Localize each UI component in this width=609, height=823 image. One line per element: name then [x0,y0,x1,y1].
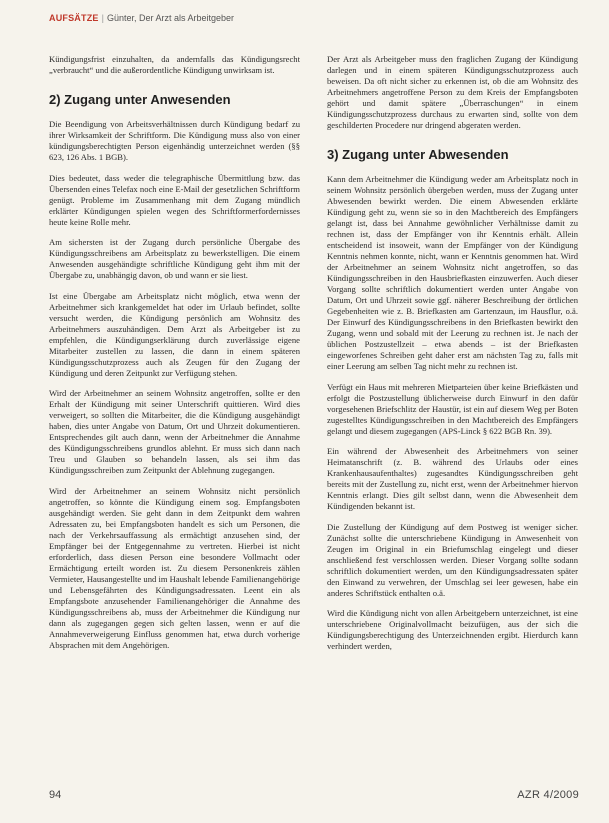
page-number: 94 [49,789,62,801]
paragraph: Dies bedeutet, dass weder die telegraphische Übermittlung bzw. das Übersenden eines Telefax noch eine E-Mail der gesetzlichen Schriftform genügt. Probleme im Zusammenhang mit dem Zugang mündlich erklärter Kündigungen spielen wegen des Schriftformerfordernisses heute keine Rolle mehr. [49,172,300,227]
paragraph: Die Zustellung der Kündigung auf dem Postweg ist weniger sicher. Zunächst sollte die unterschriebene Kündigung in Anwesenheit von Zeugen im Original in ein Briefumschlag eingelegt und dieser anschließend fest verschlossen werden. Dieser Vorgang sollte sodann schriftlich dokumentiert werden, um den Kündigungsadressaten später den Einwand zu verwehren, der Umschlag sei leer gewesen, habe ein anderes Schriftstück enthalten o.ä. [327,521,578,598]
paragraph: Der Arzt als Arbeitgeber muss den fraglichen Zugang der Kündigung darlegen und in einem späteren Kündigungsschutzprozess auch beweisen. Da oft nicht sicher zu erkennen ist, ob die am Wohnsitz des Arbeitnehmers angetroffene Person zu dem Kreis der Empfangsboten gehört und damit spätere „Überraschungen“ in einem Kündigungsschutzprozess durchaus zu erwarten sind, sollte von dem geschilderten Procedere nur dringend abgeraten werden. [327,54,578,130]
paragraph: Verfügt ein Haus mit mehreren Mietparteien über keine Briefkästen und erfolgt die Postzustellung üblicherweise durch Einwurf in den dafür vorgesehenen Briefschlitz der Haustür, ist ein auf diesem Weg per Boten zugestelltes Kündigungsschreiben in den Machtbereich des Empfängers gelangt und diesem zugegangen (APS-Linck § 622 BGB Rn. 39). [327,381,578,436]
left-column [49,54,300,660]
paragraph: Ein während der Abwesenheit des Arbeitnehmers von seiner Heimatanschrift (z. B. während des Urlaubs oder eines Krankenhausaufenthaltes) zugesandtes Kündigungsschreiben geht bereits mit der Zustellung zu, nicht erst, wenn der Arbeitnehmer hiervon Kenntnis erlangt. Dies gilt selbst dann, wenn die Abwesenheit dem Kündigenden bekannt ist. [327,446,578,511]
right-column [327,54,578,662]
paragraph: Die Beendigung von Arbeitsverhältnissen durch Kündigung bedarf zu ihrer Wirksamkeit der Schriftform. Die Kündigung muss also von einer kündigungsberechtigten Person eigenhändig unterzeichnet werden (§§ 623, 126 Abs. 1 BGB). [49,119,300,162]
section-heading-zugang-unter-anwesenden: 2) Zugang unter Anwesenden [49,92,231,107]
journal-issue: AZR 4/2009 [517,789,579,801]
paragraph: Am sichersten ist der Zugang durch persönliche Übergabe des Kündigungsschreibens am Arbeitsplatz zu bewerkstelligen. Die einem Anwesenden ausgehändigte schriftliche Kündigung geht ihm mit der Übergabe zu, unabhängig davon, ob und wann er sie liest. [49,237,300,280]
section-label: AUFSÄTZE [49,13,99,23]
paragraph: Ist eine Übergabe am Arbeitsplatz nicht möglich, etwa wenn der Arbeitnehmer sich krankgemeldet hat oder im Urlaub befindet, sollte versucht werden, die Kündigung persönlich am Wohnsitz des Arbeitnehmers auszuhändigen. Dem Arzt als Arbeitgeber ist zu empfehlen, die Kündigungserklärung durch zuverlässige eigene Mitarbeiter zustellen zu lassen, die dann in einem späteren Kündigungsschutzprozess auch als Zeugen für den Zugang der Kündigung und deren Zeitpunkt zur Verfügung stehen. [49,290,300,378]
paragraph: Wird die Kündigung nicht von allen Arbeitgebern unterzeichnet, ist eine unterschriebene Originalvollmacht beizufügen, aus der sich die Kündigungsberechtigung des Unterzeichnenden ergibt. Hierdurch kann verhindert werden, [327,608,578,651]
running-title: Günter, Der Arzt als Arbeitgeber [106,13,235,23]
paragraph: Wird der Arbeitnehmer an seinem Wohnsitz nicht persönlich angetroffen, so könnte die Kündigung einem sog. Empfangsboten ausgehändigt werden. Sie geht dann in dem Zeitpunkt dem wahren Adressaten zu, bei Empfangsboten handelt es sich um Personen, die nach der Verkehrsauffassung als ermächtigt anzusehen sind, der Empfänger bei der Entgegennahme zu vertreten. Hierbei ist nicht erforderlich, dass diesen Person eine besondere Vollmacht oder Ermächtigung erteilt worden ist. Zu diesem Personenkreis zählen Vermieter, Hausangestellte und im Haushalt lebende Familienangehörige und Lebensgefährten des Kündigungsadressaten. Leent ein als Empfangsbote anzusehender Familienangehöriger die Annahme des Kündigungsschreibens ab, muss der Arbeitnehmer die Kündigung nur dann als zugegangen gegen sich gelten lassen, wenn er auf die Annahmeverweigerung Einfluss genommen hat, etwa durch vorherige Absprachen mit dem Angehörigen. [49,485,300,650]
section-heading-zugang-unter-abwesenden: 3) Zugang unter Abwesenden [327,147,509,162]
paragraph: Wird der Arbeitnehmer an seinem Wohnsitz angetroffen, sollte er den Erhalt der Kündigung mit seiner Unterschrift quittieren. Wird dies verweigert, so sollten die Mitarbeiter, die die Kündigung ausgehändigt haben, dies unter Angabe von Datum, Ort und Uhrzeit dokumentieren. Entsprechendes gilt auch dann, wenn der Arbeitnehmer die Annahme des Kündigungsschreibens grundlos ablehnt. Er muss sich dann nach Treu und Glauben so behandeln lassen, als sei ihm das Kündigungsschreiben zum Zeitpunkt der Ablehnung zugegangen. [49,388,300,475]
paragraph: Kann dem Arbeitnehmer die Kündigung weder am Arbeitsplatz noch in seinem Wohnsitz persönlich übergeben werden, muss der Zugang unter Abwesenden bewirkt werden. Die einem Abwesenden erklärte Kündigung geht zu, wenn sie so in den Machtbereich des Empfängers gelangt ist, dass bei Annahme gewöhnlicher Verhältnisse damit zu rechnen ist, dass der Empfänger von ihr Kenntnis erhält. Allein entscheidend ist insoweit, wann der Empfänger von der Kündigung Kenntnis nehmen konnte, nicht, wann er Kenntnis genommen hat. Wird der Arbeitnehmer an seinem Wohnsitz nicht angetroffen, so das Kündigungsschreiben in den Hausbriefkasten einzuwerfen. Auch dieser Vorgang sollte schriftlich dokumentiert werden unter Angabe von Datum, Ort und Uhrzeit sowie ggf. näherer Beschreibung der örtlichen Gegebenheiten wie z. B. Briefkasten am Gartenzaun, im Hausflur, o.ä. Der Einwurf des Kündigungsschreibens in den Briefkasten bewirkt den Zugang, wenn und sobald mit der Leerung zu rechnen ist. Je nach der üblichen Postzustellzeit – etwa abends – ist der Briefkasten eingeworfenes Schreiben geht daher erst am nächsten Tag zu, falls mit einer Leerung am selben Tag nicht mehr zu rechnen ist. [327,174,578,371]
paragraph-intro: Kündigungsfrist einzuhalten, da andernfalls das Kündigungsrecht „verbraucht“ und die außerordentliche Kündigung unwirksam ist. [49,54,300,75]
header-separator: | [101,13,104,23]
running-head [49,13,579,23]
